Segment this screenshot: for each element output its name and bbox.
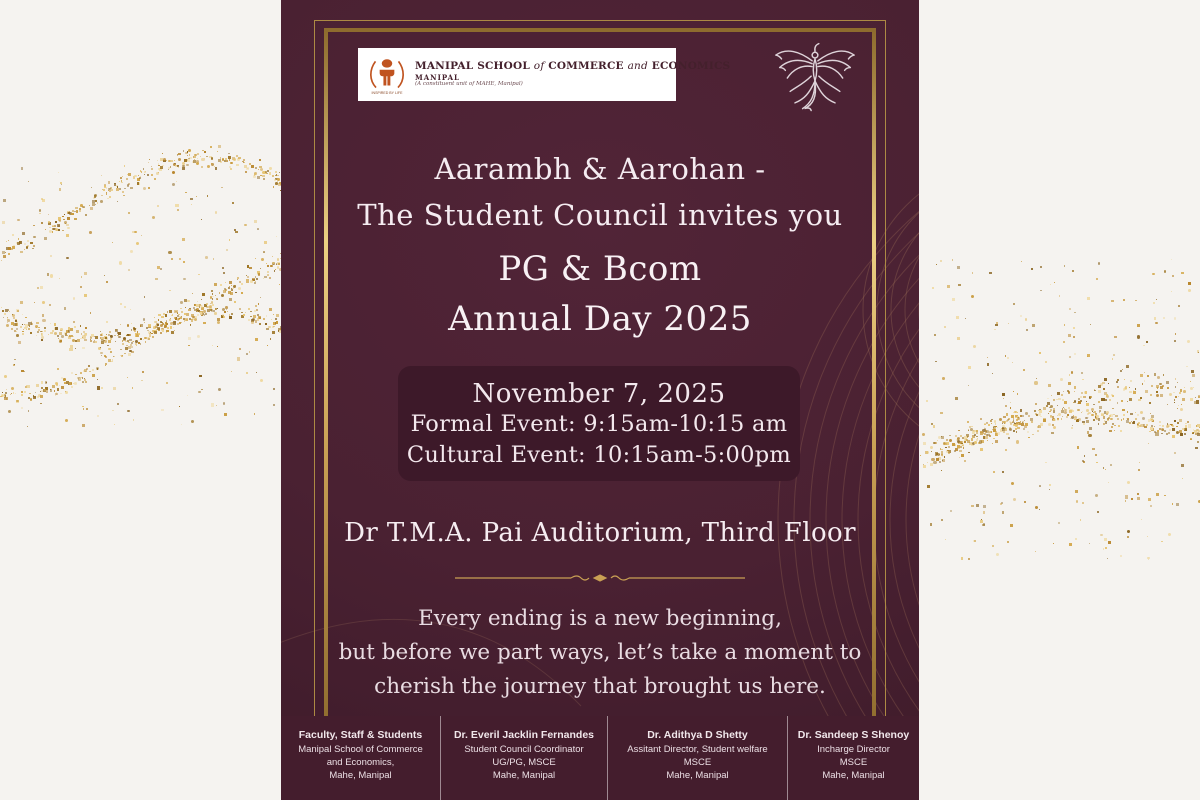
credit-column-assistant-director	[607, 716, 787, 800]
institution-logo	[358, 48, 731, 101]
credit-detail: Mahe, Manipal	[666, 770, 729, 781]
credit-detail: Mahe, Manipal	[492, 770, 556, 781]
credit-detail: Student Council Coordinator	[464, 744, 584, 755]
manipal-emblem-icon	[366, 53, 408, 97]
event-title	[281, 244, 919, 344]
venue-text: Dr T.M.A. Pai Auditorium, Third Floor	[344, 518, 856, 548]
credit-detail: Manipal School of Commerce	[298, 744, 423, 755]
schedule-box	[398, 366, 800, 481]
credits-footer	[281, 716, 919, 800]
headline-line1: Aarambh & Aarohan -	[434, 152, 766, 186]
credit-name: Dr. Everil Jacklin Fernandes	[453, 729, 595, 741]
credit-detail: MSCE	[683, 757, 712, 768]
quote-line2: but before we part ways, let’s take a moment to	[338, 640, 862, 665]
institution-subtitle: MANIPAL	[415, 72, 460, 82]
credit-detail: MSCE	[839, 757, 868, 768]
credit-column-faculty	[281, 716, 440, 800]
headline-line2: The Student Council invites you	[357, 198, 843, 232]
credit-name: Dr. Adithya D Shetty	[647, 729, 748, 741]
phoenix-icon	[767, 36, 863, 122]
cultural-event-time: Cultural Event: 10:15am-5:00pm	[406, 442, 792, 468]
invitation-headline	[281, 146, 919, 238]
credit-column-coordinator	[440, 716, 607, 800]
quote-line1: Every ending is a new beginning,	[418, 606, 782, 631]
credit-detail: Incharge Director	[817, 744, 890, 755]
event-title-line1: PG & Bcom	[498, 249, 702, 289]
event-date: November 7, 2025	[472, 379, 726, 409]
credit-detail: Assitant Director, Student welfare	[627, 744, 768, 755]
event-title-line2: Annual Day 2025	[448, 299, 752, 339]
event-poster	[281, 0, 919, 800]
credit-name: Dr. Sandeep S Shenoy	[797, 729, 910, 741]
credit-detail: Mahe, Manipal	[822, 770, 885, 781]
institution-title: MANIPAL SCHOOL of COMMERCE and ECONOMICS	[415, 59, 731, 72]
ornament-divider-icon	[455, 570, 745, 586]
quote-line3: cherish the journey that brought us here.	[374, 674, 826, 699]
credit-name: Faculty, Staff & Students	[298, 729, 423, 741]
credit-detail: Mahe, Manipal	[329, 770, 392, 781]
credit-column-incharge-director	[787, 716, 919, 800]
formal-event-time: Formal Event: 9:15am-10:15 am	[410, 411, 788, 437]
svg-text:INSPIRED BY LIFE: INSPIRED BY LIFE	[371, 90, 403, 95]
institution-name	[415, 61, 730, 88]
institution-tagline: (A constituent unit of MAHE, Manipal)	[415, 81, 523, 88]
farewell-quote	[281, 602, 919, 704]
credit-detail: UG/PG, MSCE	[492, 757, 556, 768]
credit-detail: and Economics,	[326, 757, 395, 768]
poster-content	[281, 0, 919, 800]
